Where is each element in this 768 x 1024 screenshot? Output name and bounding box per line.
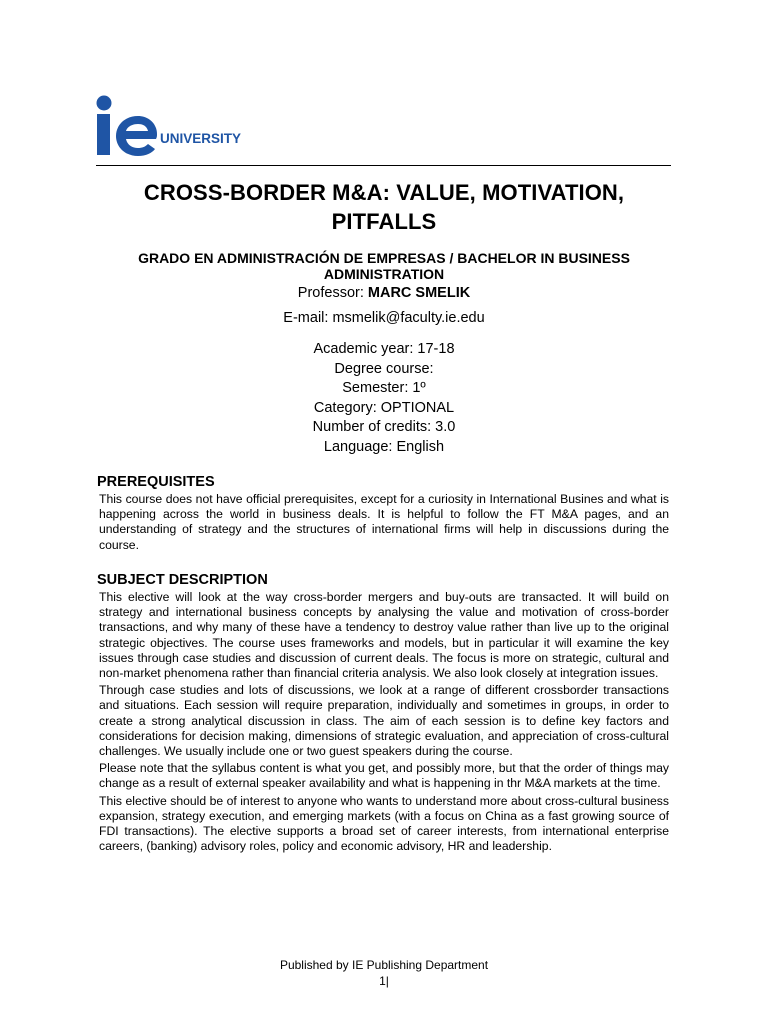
detail-language: Language: English (323, 438, 445, 455)
professor-label: Professor: (297, 285, 368, 301)
detail-degree-course: Degree course: (334, 360, 434, 377)
footer-publisher: Published by IE Publishing Department (279, 958, 489, 972)
program-name: GRADO EN ADMINISTRACIÓN DE EMPRESAS / BACHELOR IN BUSINESS ADMINISTRATION (138, 250, 630, 282)
ie-logo-mark (96, 95, 266, 157)
course-details (96, 340, 672, 457)
course-title: CROSS-BORDER M&A: VALUE, MOTIVATION, PITFALLS (143, 180, 625, 234)
logo-wordmark: UNIVERSITY (160, 131, 242, 146)
professor-name: MARC SMELIK (367, 285, 471, 301)
paragraph: This elective should be of interest to anyone who wants to understand more about cross-cultural business expansion, strategy execution, and emerging markets (with a focus on China as a fast growing source of FDI transactions). The elective supports a broad set of career interests, from international enterprise careers, (banking) advisory roles, policy and economic advisory, HR and leadership. (99, 793, 669, 854)
paragraph: Please note that the syllabus content is what you get, and possibly more, but that the order of things may change as a result of external speaker availability and what is happening in thr M&A markets at the time. (99, 761, 669, 791)
detail-category: Category: OPTIONAL (313, 399, 455, 416)
prerequisites-body (99, 492, 669, 555)
subject-description-body (99, 590, 669, 856)
ie-university-logo (96, 95, 266, 157)
detail-academic-year: Academic year: 17-18 (313, 341, 455, 357)
header-rule (96, 165, 671, 166)
subject-description-heading: SUBJECT DESCRIPTION (97, 572, 268, 588)
page-number: 1| (379, 974, 389, 988)
email-line: E-mail: msmelik@faculty.ie.edu (283, 310, 485, 326)
detail-semester: Semester: 1º (342, 380, 426, 396)
detail-credits: Number of credits: 3.0 (312, 419, 456, 435)
prerequisites-heading: PREREQUISITES (97, 474, 215, 490)
paragraph: This elective will look at the way cross-border mergers and buy-outs are transacted. It will build on strategy and international business concepts by analysing the value and motivation of cross-border transactions, and why many of these have a tendency to destroy value rather than live up to the original strategic objectives. The course uses frameworks and models, but in particular it will examine the key issues through case studies and discussion of current deals. The focus is more on strategic, cultural and non-market phenomena rather than financial criteria analysis. We also look closely at integration issues. (99, 590, 669, 681)
professor-line (96, 284, 672, 302)
paragraph: Through case studies and lots of discussions, we look at a range of different crossborder transactions and situations. Each session will require preparation, individually and sometimes in groups, in order to create a strong analytical discussion in class. The aim of each session is to define key factors and considerations for decision making, dimensions of strategic evaluation, and appreciation of cross-cultural challenges. We usually include one or two guest speakers during the course. (99, 683, 669, 759)
paragraph: This course does not have official prerequisites, except for a curiosity in International Busines and what is happening across the world in business deals. It is helpful to follow the FT M&A pages, and an understanding of strategy and the structures of international firms will help in discussions during the course. (99, 492, 669, 552)
